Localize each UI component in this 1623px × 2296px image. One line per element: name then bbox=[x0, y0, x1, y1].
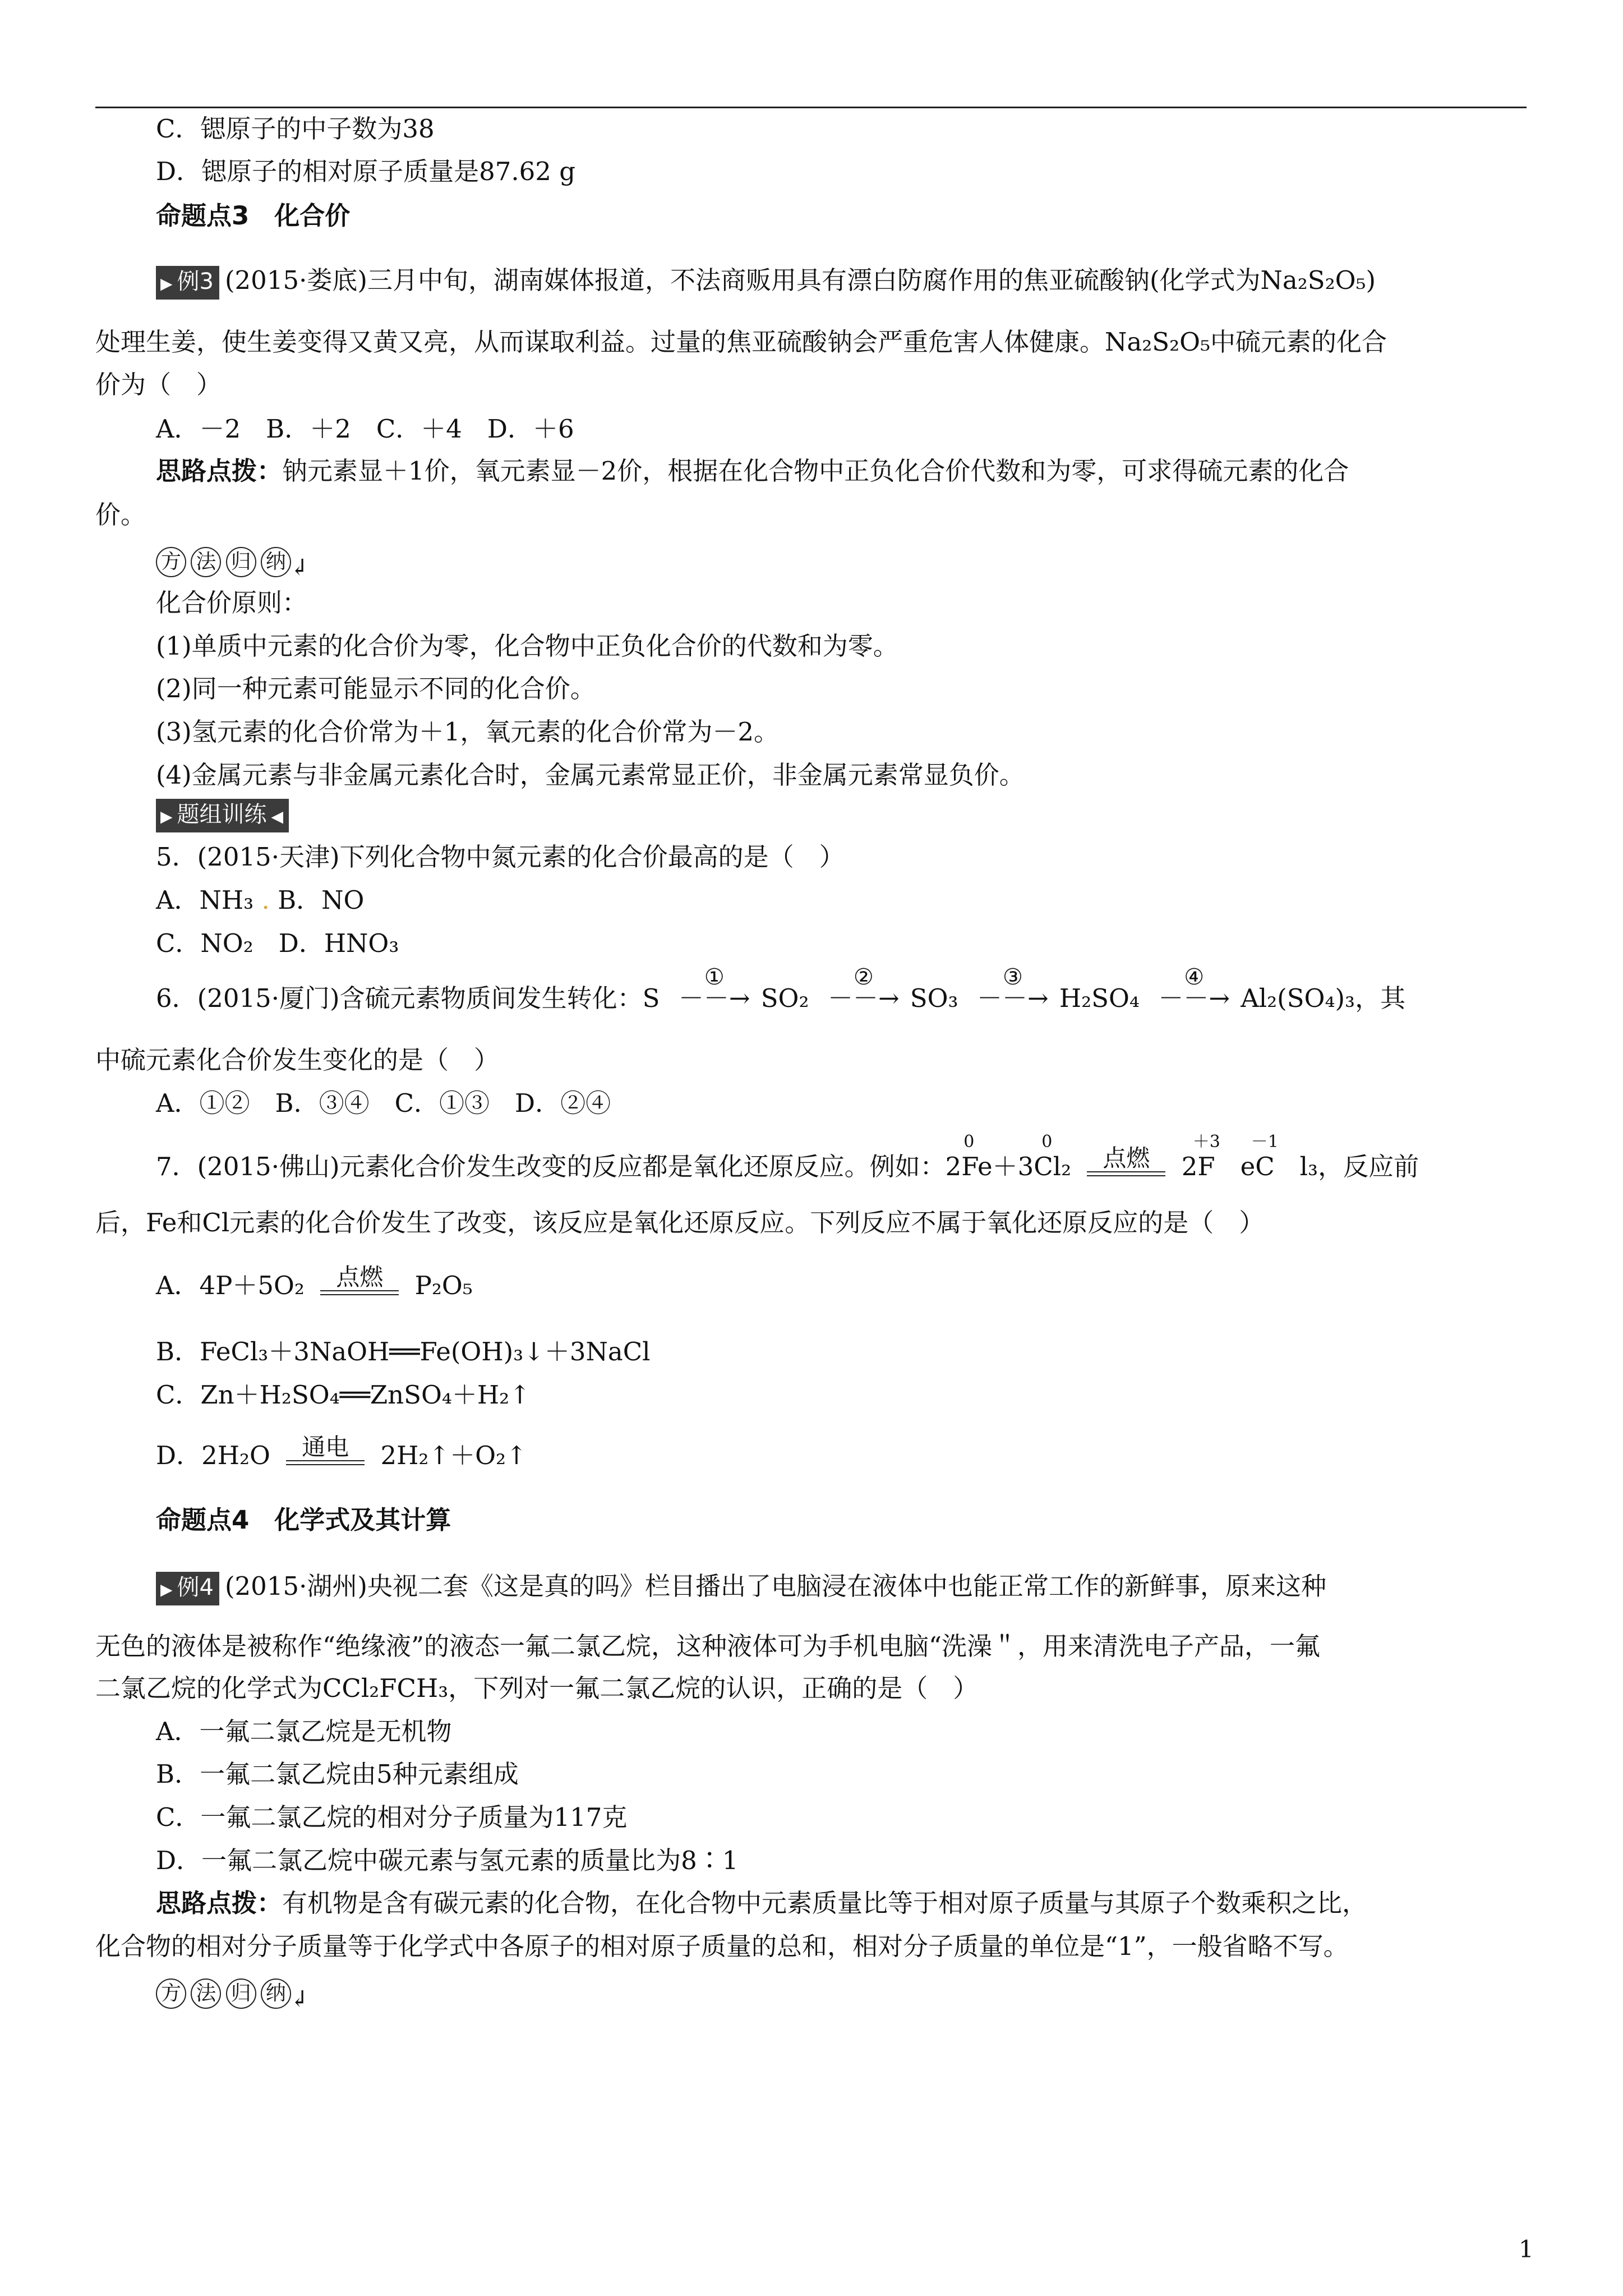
option-d: D．锶原子的相对原子质量是87.62 g bbox=[156, 157, 576, 186]
method-char-2: 法 bbox=[191, 1978, 221, 2009]
condition-equals-3: 通电 bbox=[286, 1434, 365, 1465]
question-7-line-1: 7．(2015·佛山)元素化合价发生改变的反应都是氧化还原反应。例如：2 0 Fe＋3 0 Cl₂ 点燃 ＋3 －1 2F eC l₃，反应前 bbox=[156, 1132, 1419, 1181]
rule-4: (4)金属元素与非金属元素化合时，金属元素常显正价，非金属元素常显负价。 bbox=[156, 760, 1025, 790]
example-3-line-1: ▶ 例3 (2015·娄底)三月中旬，湖南媒体报道，不法商贩用具有漂白防腐作用的焦亚硫酸钠(化学式为Na₂S₂O₅) bbox=[156, 264, 1376, 300]
condition-equals-1: 点燃 bbox=[1087, 1145, 1165, 1176]
example-3-options: A．－2 B．＋2 C．＋4 D．＋6 bbox=[156, 414, 574, 444]
question-5-ab: A．NH₃ . B．NO bbox=[156, 885, 365, 915]
option-c: C．锶原子的中子数为38 bbox=[156, 114, 435, 144]
condition-equals-2: 点燃 bbox=[320, 1264, 399, 1295]
left-triangle-icon: ◀ bbox=[271, 807, 284, 826]
method-summary-badge-1 bbox=[156, 543, 308, 585]
method-char-2: 法 bbox=[191, 547, 221, 577]
example-4-option-c: C．一氟二氯乙烷的相对分子质量为117克 bbox=[156, 1802, 628, 1832]
example-3-line-2: 处理生姜，使生姜变得又黄又亮，从而谋取利益。过量的焦亚硫酸钠会严重危害人体健康。Na₂S₂O₅中硫元素的化合 bbox=[95, 327, 1387, 357]
question-7-option-b: B．FeCl₃＋3NaOH══Fe(OH)₃↓＋3NaCl bbox=[156, 1337, 651, 1366]
page-number: 1 bbox=[1519, 2235, 1534, 2263]
training-tag: ▶ 题组训练 ◀ bbox=[156, 799, 289, 832]
method-char-1: 方 bbox=[156, 547, 186, 577]
group-training-banner bbox=[156, 797, 294, 832]
section-heading-3: 命题点3 化合价 bbox=[156, 201, 351, 231]
question-5-cd: C．NO₂ D．HNO₃ bbox=[156, 928, 399, 958]
section-heading-4: 命题点4 化学式及其计算 bbox=[156, 1505, 451, 1535]
method-char-3: 归 bbox=[226, 1978, 256, 2009]
method-char-3: 归 bbox=[226, 547, 256, 577]
play-triangle-icon: ▶ bbox=[160, 807, 173, 826]
rule-title: 化合价原则： bbox=[156, 588, 308, 618]
question-7-option-a: A．4P＋5O₂ 点燃 P₂O₅ bbox=[156, 1263, 473, 1300]
stray-dot: . bbox=[261, 885, 270, 915]
question-7-option-c: C．Zn＋H₂SO₄══ZnSO₄＋H₂↑ bbox=[156, 1380, 531, 1410]
reaction-arrow-1: ① －－→ bbox=[678, 964, 750, 1013]
question-6-line-2: 中硫元素化合价发生变化的是（ ） bbox=[95, 1045, 500, 1075]
play-triangle-icon: ▶ bbox=[160, 274, 173, 293]
header-rule bbox=[95, 107, 1527, 108]
hook-arrow-icon: ↲ bbox=[289, 1986, 309, 2012]
example-4-hint-line-1: 思路点拨：有机物是含有碳元素的化合物，在化合物中元素质量比等于相对原子质量与其原子个数乘积之比， bbox=[156, 1888, 1368, 1918]
example-4-line-2: 无色的液体是被称作“绝缘液”的液态一氟二氯乙烷，这种液体可为手机电脑“洗澡＂，用来清洗电子产品，一氟 bbox=[95, 1631, 1321, 1661]
play-triangle-icon: ▶ bbox=[160, 1580, 173, 1599]
reaction-arrow-2: ② －－→ bbox=[827, 964, 900, 1013]
question-5: 5．(2015·天津)下列化合物中氮元素的化合价最高的是（ ） bbox=[156, 842, 845, 872]
example-4-tag: ▶ 例4 bbox=[156, 1572, 219, 1605]
example-4-hint-line-2: 化合物的相对分子质量等于化学式中各原子的相对原子质量的总和，相对分子质量的单位是“1”，一般省略不写。 bbox=[95, 1931, 1349, 1961]
hook-arrow-icon: ↲ bbox=[289, 555, 309, 581]
method-char-4: 纳 bbox=[261, 1978, 291, 2009]
method-char-1: 方 bbox=[156, 1978, 186, 2009]
example-4-option-d: D．一氟二氯乙烷中碳元素与氢元素的质量比为8∶1 bbox=[156, 1846, 739, 1875]
question-7-option-d: D．2H₂O 通电 2H₂↑＋O₂↑ bbox=[156, 1433, 527, 1470]
example-3-tag: ▶ 例3 bbox=[156, 266, 219, 300]
example-4-option-a: A．一氟二氯乙烷是无机物 bbox=[156, 1717, 452, 1746]
reaction-arrow-3: ③ －－→ bbox=[977, 964, 1049, 1013]
reaction-arrow-4: ④ －－→ bbox=[1158, 964, 1230, 1013]
rule-2: (2)同一种元素可能显示不同的化合价。 bbox=[156, 674, 596, 703]
question-6-line-1: 6．(2015·厦门)含硫元素物质间发生转化：S ① －－→ SO₂ ② －－→ SO₃ ③ －－→ H₂SO₄ ④ －－→ Al₂(SO₄)₃，其 bbox=[156, 982, 1405, 1015]
method-summary-badge-2 bbox=[156, 1975, 308, 2016]
method-char-4: 纳 bbox=[261, 547, 291, 577]
question-7-line-2: 后，Fe和Cl元素的化合价发生了改变，该反应是氧化还原反应。下列反应不属于氧化还原反应的是（ ） bbox=[95, 1208, 1265, 1237]
example-4-line-3: 二氯乙烷的化学式为CCl₂FCH₃，下列对一氟二氯乙烷的认识，正确的是（ ） bbox=[95, 1673, 979, 1703]
rule-1: (1)单质中元素的化合价为零，化合物中正负化合价的代数和为零。 bbox=[156, 631, 898, 661]
example-3-hint-line-1: 思路点拨：钠元素显＋1价，氧元素显－2价，根据在化合物中正负化合价代数和为零，可求得硫元素的化合 bbox=[156, 456, 1349, 486]
question-6-options: A．①② B．③④ C．①③ D．②④ bbox=[156, 1088, 611, 1118]
example-4-line-1: ▶ 例4 (2015·湖州)央视二套《这是真的吗》栏目播出了电脑浸在液体中也能正常工作的新鲜事，原来这种 bbox=[156, 1570, 1326, 1605]
example-3-line-3: 价为（ ） bbox=[95, 370, 222, 399]
example-3-hint-line-2: 价。 bbox=[95, 500, 146, 530]
example-4-option-b: B．一氟二氯乙烷由5种元素组成 bbox=[156, 1759, 519, 1789]
rule-3: (3)氢元素的化合价常为＋1，氧元素的化合价常为－2。 bbox=[156, 717, 780, 747]
